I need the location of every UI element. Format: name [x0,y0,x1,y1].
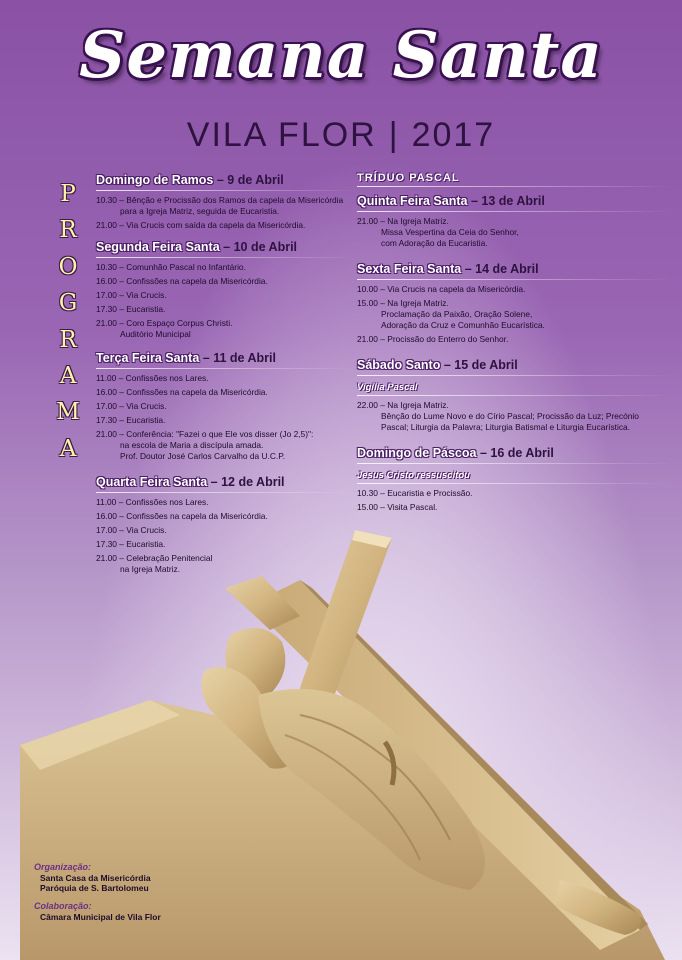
organization-line: Santa Casa da Misericórdia [40,873,151,883]
day-heading [357,443,673,463]
event-line: 21.00 – Procissão do Enterro do Senhor. [357,334,509,344]
event-line: 15.00 – Visita Pascal. [357,502,438,512]
day-heading [357,259,673,279]
event-line: 15.00 – Na Igreja Matriz. [357,298,449,308]
event-line: Adoração da Cruz e Comunhão Eucarística. [381,320,545,330]
side-letter: M [56,399,80,426]
day-date: – 11 de Abril [202,351,276,365]
event-line: para a Igreja Matriz, seguida de Eucaristia. [120,206,280,216]
event-line: 21.00 – Via Crucis com saída da capela da Misericórdia. [96,220,306,230]
day-date: – 13 de Abril [470,194,545,208]
day-name: Domingo de Ramos [96,173,214,187]
event-line: 21.00 – Coro Espaço Corpus Christi. [96,318,233,328]
event-line: 17.00 – Via Crucis. [96,525,167,535]
credits [34,862,244,922]
divider [96,190,356,191]
divider [357,186,673,187]
day-subtitle: Jesus Cristo ressuscitou [357,470,470,481]
divider [357,483,673,484]
day-heading [96,348,356,368]
side-letter: P [60,181,76,207]
day-date: – 14 de Abril [464,262,539,276]
side-letter: A [59,362,77,389]
divider [357,375,673,376]
event-line: Prof. Doutor José Carlos Carvalho da U.C.P. [120,451,286,461]
event-line: 21.00 – Na Igreja Matriz. [357,216,449,226]
event-line: 17.30 – Eucaristia. [96,539,166,549]
divider [96,368,356,369]
day-date: – 12 de Abril [210,475,285,489]
divider [357,279,673,280]
event-line: 16.00 – Confissões na capela da Misericórdia. [96,511,268,521]
day-name: Sexta Feira Santa [357,262,462,276]
event-line: 17.30 – Eucaristia. [96,415,166,425]
event-line: 10.30 – Comunhão Pascal no Infantário. [96,262,246,272]
event-line: Bênção do Lume Novo e do Círio Pascal; Procissão da Luz; Precónio [381,411,639,421]
collaboration-label: Colaboração: [34,901,92,911]
day-heading [96,170,356,190]
day-sexta-feira-santa [357,259,673,345]
event-line: 11.00 – Confissões nos Lares. [96,497,209,507]
day-name: Sábado Santo [357,358,441,372]
day-date: – 10 de Abril [223,240,298,254]
event-line: Pascal; Liturgia da Palavra; Liturgia Batismal e Liturgia Eucarística. [381,422,631,432]
event-line: 22.00 – Na Igreja Matriz. [357,400,449,410]
day-heading [357,191,673,211]
day-name: Quarta Feira Santa [96,475,208,489]
day-sabado-santo [357,355,673,433]
day-date: – 16 de Abril [479,446,554,460]
poster-subtitle [0,112,682,158]
organization-label: Organização: [34,862,92,872]
side-letter: R [59,326,77,353]
side-letter: R [59,217,77,244]
day-heading [96,237,356,257]
collaboration-line: Câmara Municipal de Vila Flor [40,912,161,922]
event-line: 10.30 – Eucaristia e Procissão. [357,488,473,498]
section-heading: TRÍDUO PASCAL [357,172,460,184]
side-letter: G [58,290,78,317]
divider [357,395,673,396]
day-heading [96,472,356,492]
event-line: com Adoração da Eucaristia. [381,238,488,248]
day-terca-feira-santa [96,348,356,462]
side-letter: O [58,253,78,280]
year: 2017 [411,116,496,154]
subtitle-separator: | [388,116,400,154]
programa-vertical-word [56,176,80,467]
day-date: – 9 de Abril [216,173,284,187]
event-line: 17.30 – Eucaristia. [96,304,166,314]
event-line: 21.00 – Conferência: "Fazei o que Ele vos disser (Jo 2,5)": [96,429,314,439]
divider [96,492,356,493]
event-line: 21.00 – Celebração Penitencial [96,553,213,563]
day-domingo-de-pascoa [357,443,673,513]
event-line: 10.30 – Bênção e Procissão dos Ramos da capela da Misericórdia [96,195,344,205]
day-date: – 15 de Abril [443,358,518,372]
side-letter: A [59,435,77,462]
divider [357,211,673,212]
day-name: Segunda Feira Santa [96,240,220,254]
organization-line: Paróquia de S. Bartolomeu [40,883,149,893]
event-line: 11.00 – Confissões nos Lares. [96,373,209,383]
schedule-right-column [357,170,673,513]
day-heading [357,355,673,375]
day-subtitle: Vigília Pascal [357,382,418,393]
poster-title: Semana Santa [79,18,603,93]
place-name: VILA FLOR [186,116,377,154]
divider [96,257,356,258]
event-line: 16.00 – Confissões na capela da Misericórdia. [96,276,268,286]
event-line: na escola de Maria a discípula amada. [120,440,264,450]
event-line: 10.00 – Via Crucis na capela da Misericórdia. [357,284,526,294]
event-line: Proclamação da Paixão, Oração Solene, [381,309,533,319]
event-line: 17.00 – Via Crucis. [96,290,167,300]
event-line: Auditório Municipal [120,329,191,339]
day-name: Domingo de Páscoa [357,446,477,460]
day-quinta-feira-santa [357,191,673,249]
event-line: 17.00 – Via Crucis. [96,401,167,411]
event-line: na Igreja Matriz. [120,564,181,574]
day-domingo-de-ramos [96,170,356,231]
day-segunda-feira-santa [96,237,356,340]
event-line: 16.00 – Confissões na capela da Misericórdia. [96,387,268,397]
event-line: Missa Vespertina da Ceia do Senhor, [381,227,519,237]
day-name: Terça Feira Santa [96,351,200,365]
divider [357,463,673,464]
day-name: Quinta Feira Santa [357,194,468,208]
